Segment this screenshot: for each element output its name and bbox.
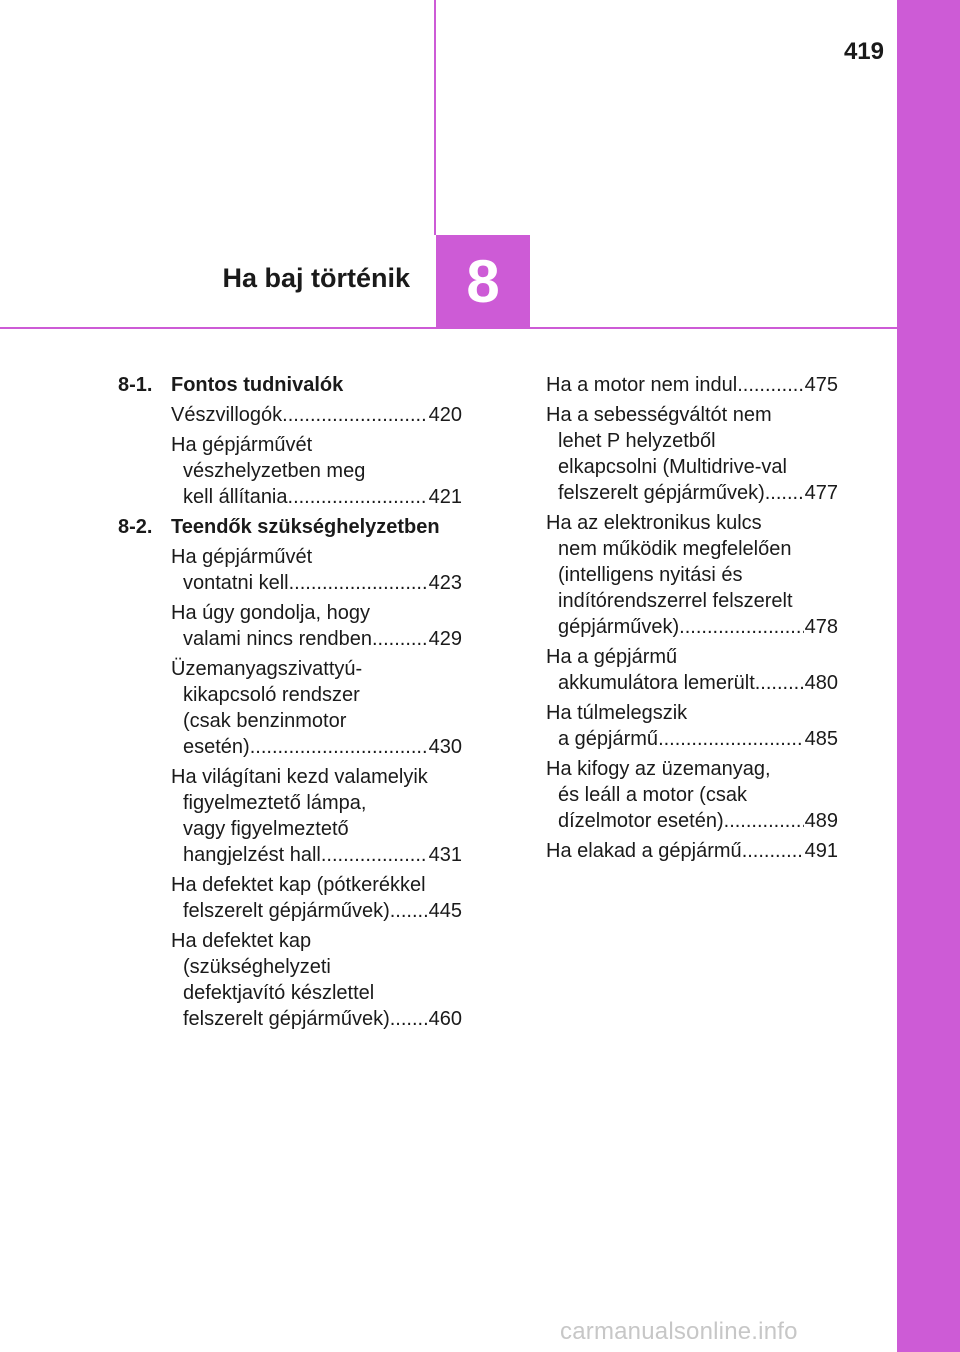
toc-entry-text: hangjelzést hall bbox=[183, 844, 321, 866]
toc-entry-text: Ha gépjárművét bbox=[171, 434, 313, 456]
toc-entry-text: figyelmeztető lámpa, bbox=[183, 792, 367, 814]
toc-entry-text: Ha túlmelegszik bbox=[546, 702, 688, 724]
toc-entry-text: valami nincs rendben bbox=[183, 628, 372, 650]
toc-entry[interactable] bbox=[171, 928, 462, 1032]
section-heading bbox=[118, 514, 462, 540]
toc-entry-text: felszerelt gépjárművek) bbox=[558, 482, 765, 504]
dot-leader bbox=[765, 480, 804, 506]
toc-page-number: 431 bbox=[428, 844, 462, 866]
toc-entry-text: a gépjármű bbox=[558, 728, 659, 750]
toc-left-column bbox=[118, 372, 462, 1036]
chapter-side-tab bbox=[897, 0, 960, 1352]
toc-page-number: 485 bbox=[804, 728, 838, 750]
page-number: 419 bbox=[843, 38, 884, 65]
toc-entry-last-line bbox=[546, 726, 838, 752]
chapter-title: Ha baj történik bbox=[222, 263, 410, 293]
toc-entry-text: Ha defektet kap (pótkerékkel bbox=[171, 874, 426, 896]
section-entries bbox=[171, 402, 462, 510]
toc-entry-text: Ha a gépjármű bbox=[546, 646, 678, 668]
toc-entry[interactable] bbox=[171, 544, 462, 596]
toc-entry-text: Ha elakad a gépjármű bbox=[546, 840, 742, 862]
toc-entry-last-line bbox=[546, 372, 838, 398]
toc-entry-last-line bbox=[171, 626, 462, 652]
toc-entry-text: dízelmotor esetén) bbox=[558, 810, 724, 832]
toc-page-number: 430 bbox=[428, 736, 462, 758]
toc-entry[interactable] bbox=[546, 402, 838, 506]
toc-page-number: 421 bbox=[428, 486, 462, 508]
toc-entry-text: (intelligens nyitási és bbox=[558, 564, 743, 586]
toc-entry-text: Ha világítani kezd valamelyik bbox=[171, 766, 428, 788]
toc-entry-last-line bbox=[171, 570, 462, 596]
toc-entry-last-line bbox=[546, 670, 838, 696]
dot-leader bbox=[321, 842, 428, 868]
toc-entry-last-line bbox=[546, 614, 838, 640]
toc-entry-text: Ha gépjárművét bbox=[171, 546, 313, 568]
toc-entry-text: esetén) bbox=[183, 736, 250, 758]
toc-entry-text: vészhelyzetben meg bbox=[183, 460, 366, 482]
chapter-number-badge bbox=[436, 235, 530, 329]
toc-entry-last-line bbox=[546, 838, 838, 864]
dot-leader bbox=[679, 614, 803, 640]
dot-leader bbox=[737, 372, 803, 398]
watermark: carmanualsonline.info bbox=[560, 1318, 798, 1345]
toc-entry-last-line bbox=[546, 480, 838, 506]
section-entries bbox=[171, 544, 462, 1032]
dot-leader bbox=[658, 726, 804, 752]
toc-entry-text: gépjárművek) bbox=[558, 616, 680, 638]
toc-entry-text: defektjavító készlettel bbox=[183, 982, 375, 1004]
dot-leader bbox=[390, 898, 428, 924]
toc-entry[interactable] bbox=[546, 838, 838, 864]
toc-entry[interactable] bbox=[171, 764, 462, 868]
toc-page-number: 445 bbox=[428, 900, 462, 922]
toc-entry-text: kikapcsoló rendszer bbox=[183, 684, 360, 706]
toc-page-number: 429 bbox=[428, 628, 462, 650]
toc-page-number: 475 bbox=[804, 374, 838, 396]
toc-page-number: 491 bbox=[804, 840, 838, 862]
toc-entry[interactable] bbox=[171, 600, 462, 652]
toc-entry-text: felszerelt gépjárművek) bbox=[183, 1008, 390, 1030]
toc-page-number: 423 bbox=[428, 572, 462, 594]
toc-entry-text: elkapcsolni (Multidrive-val bbox=[558, 456, 787, 478]
toc-entry-last-line bbox=[171, 898, 462, 924]
toc-page-number: 477 bbox=[804, 482, 838, 504]
toc-entry-text: Ha a sebességváltót nem bbox=[546, 404, 772, 426]
toc-entry-text: vontatni kell bbox=[183, 572, 289, 594]
toc-entry-text: (szükséghelyzeti bbox=[183, 956, 331, 978]
dot-leader bbox=[742, 838, 804, 864]
toc-entry[interactable] bbox=[546, 700, 838, 752]
toc-entry-last-line bbox=[171, 842, 462, 868]
section-number: 8-2. bbox=[118, 516, 153, 538]
toc-entry[interactable] bbox=[546, 644, 838, 696]
toc-page-number: 478 bbox=[804, 616, 838, 638]
dot-leader bbox=[250, 734, 428, 760]
toc-entry[interactable] bbox=[171, 872, 462, 924]
toc-entry-text: Ha úgy gondolja, hogy bbox=[171, 602, 371, 624]
section-title: Teendők szükséghelyzetben bbox=[171, 516, 440, 538]
toc-entry-last-line bbox=[546, 808, 838, 834]
toc-entry[interactable] bbox=[171, 656, 462, 760]
section-title: Fontos tudnivalók bbox=[171, 374, 344, 396]
toc-entry-text: akkumulátora lemerült bbox=[558, 672, 755, 694]
toc-entry-last-line bbox=[171, 484, 462, 510]
toc-entry-text: vagy figyelmeztető bbox=[183, 818, 349, 840]
toc-entry-text: Ha kifogy az üzemanyag, bbox=[546, 758, 771, 780]
toc-entry-text: Ha defektet kap bbox=[171, 930, 312, 952]
dot-leader bbox=[390, 1006, 428, 1032]
toc-entry[interactable] bbox=[546, 372, 838, 398]
dot-leader bbox=[724, 808, 804, 834]
section-number: 8-1. bbox=[118, 374, 153, 396]
toc-entry-text: nem működik megfelelően bbox=[558, 538, 792, 560]
toc-entry[interactable] bbox=[546, 756, 838, 834]
dot-leader bbox=[288, 484, 428, 510]
toc-entry-text: és leáll a motor (csak bbox=[558, 784, 747, 806]
toc-entry-text: felszerelt gépjárművek) bbox=[183, 900, 390, 922]
dot-leader bbox=[372, 626, 428, 652]
toc-entry-text: Ha az elektronikus kulcs bbox=[546, 512, 762, 534]
dot-leader bbox=[289, 570, 428, 596]
toc-entry[interactable] bbox=[171, 402, 462, 428]
toc-entry[interactable] bbox=[171, 432, 462, 510]
dot-leader bbox=[282, 402, 427, 428]
toc-page-number: 480 bbox=[804, 672, 838, 694]
toc-page-number: 460 bbox=[428, 1008, 462, 1030]
toc-entry-text: kell állítania bbox=[183, 486, 288, 508]
section-entries bbox=[546, 372, 838, 864]
toc-entry-last-line bbox=[171, 734, 462, 760]
dot-leader bbox=[755, 670, 804, 696]
toc-entry-last-line bbox=[171, 1006, 462, 1032]
toc-page-number: 420 bbox=[428, 404, 462, 426]
toc-entry-text: (csak benzinmotor bbox=[183, 710, 347, 732]
toc-entry-text: Ha a motor nem indul bbox=[546, 374, 738, 396]
toc-entry-last-line bbox=[171, 402, 462, 428]
toc-entry-text: indítórendszerrel felszerelt bbox=[558, 590, 793, 612]
section-heading bbox=[118, 372, 462, 398]
toc-entry-text: Vészvillogók bbox=[171, 404, 283, 426]
toc-entry[interactable] bbox=[546, 510, 838, 640]
chapter-number: 8 bbox=[466, 248, 500, 315]
toc-page-number: 489 bbox=[804, 810, 838, 832]
toc-right-column bbox=[546, 372, 838, 868]
toc-entry-text: lehet P helyzetből bbox=[558, 430, 716, 452]
vertical-divider bbox=[434, 0, 436, 235]
toc-entry-text: Üzemanyagszivattyú- bbox=[171, 658, 363, 680]
